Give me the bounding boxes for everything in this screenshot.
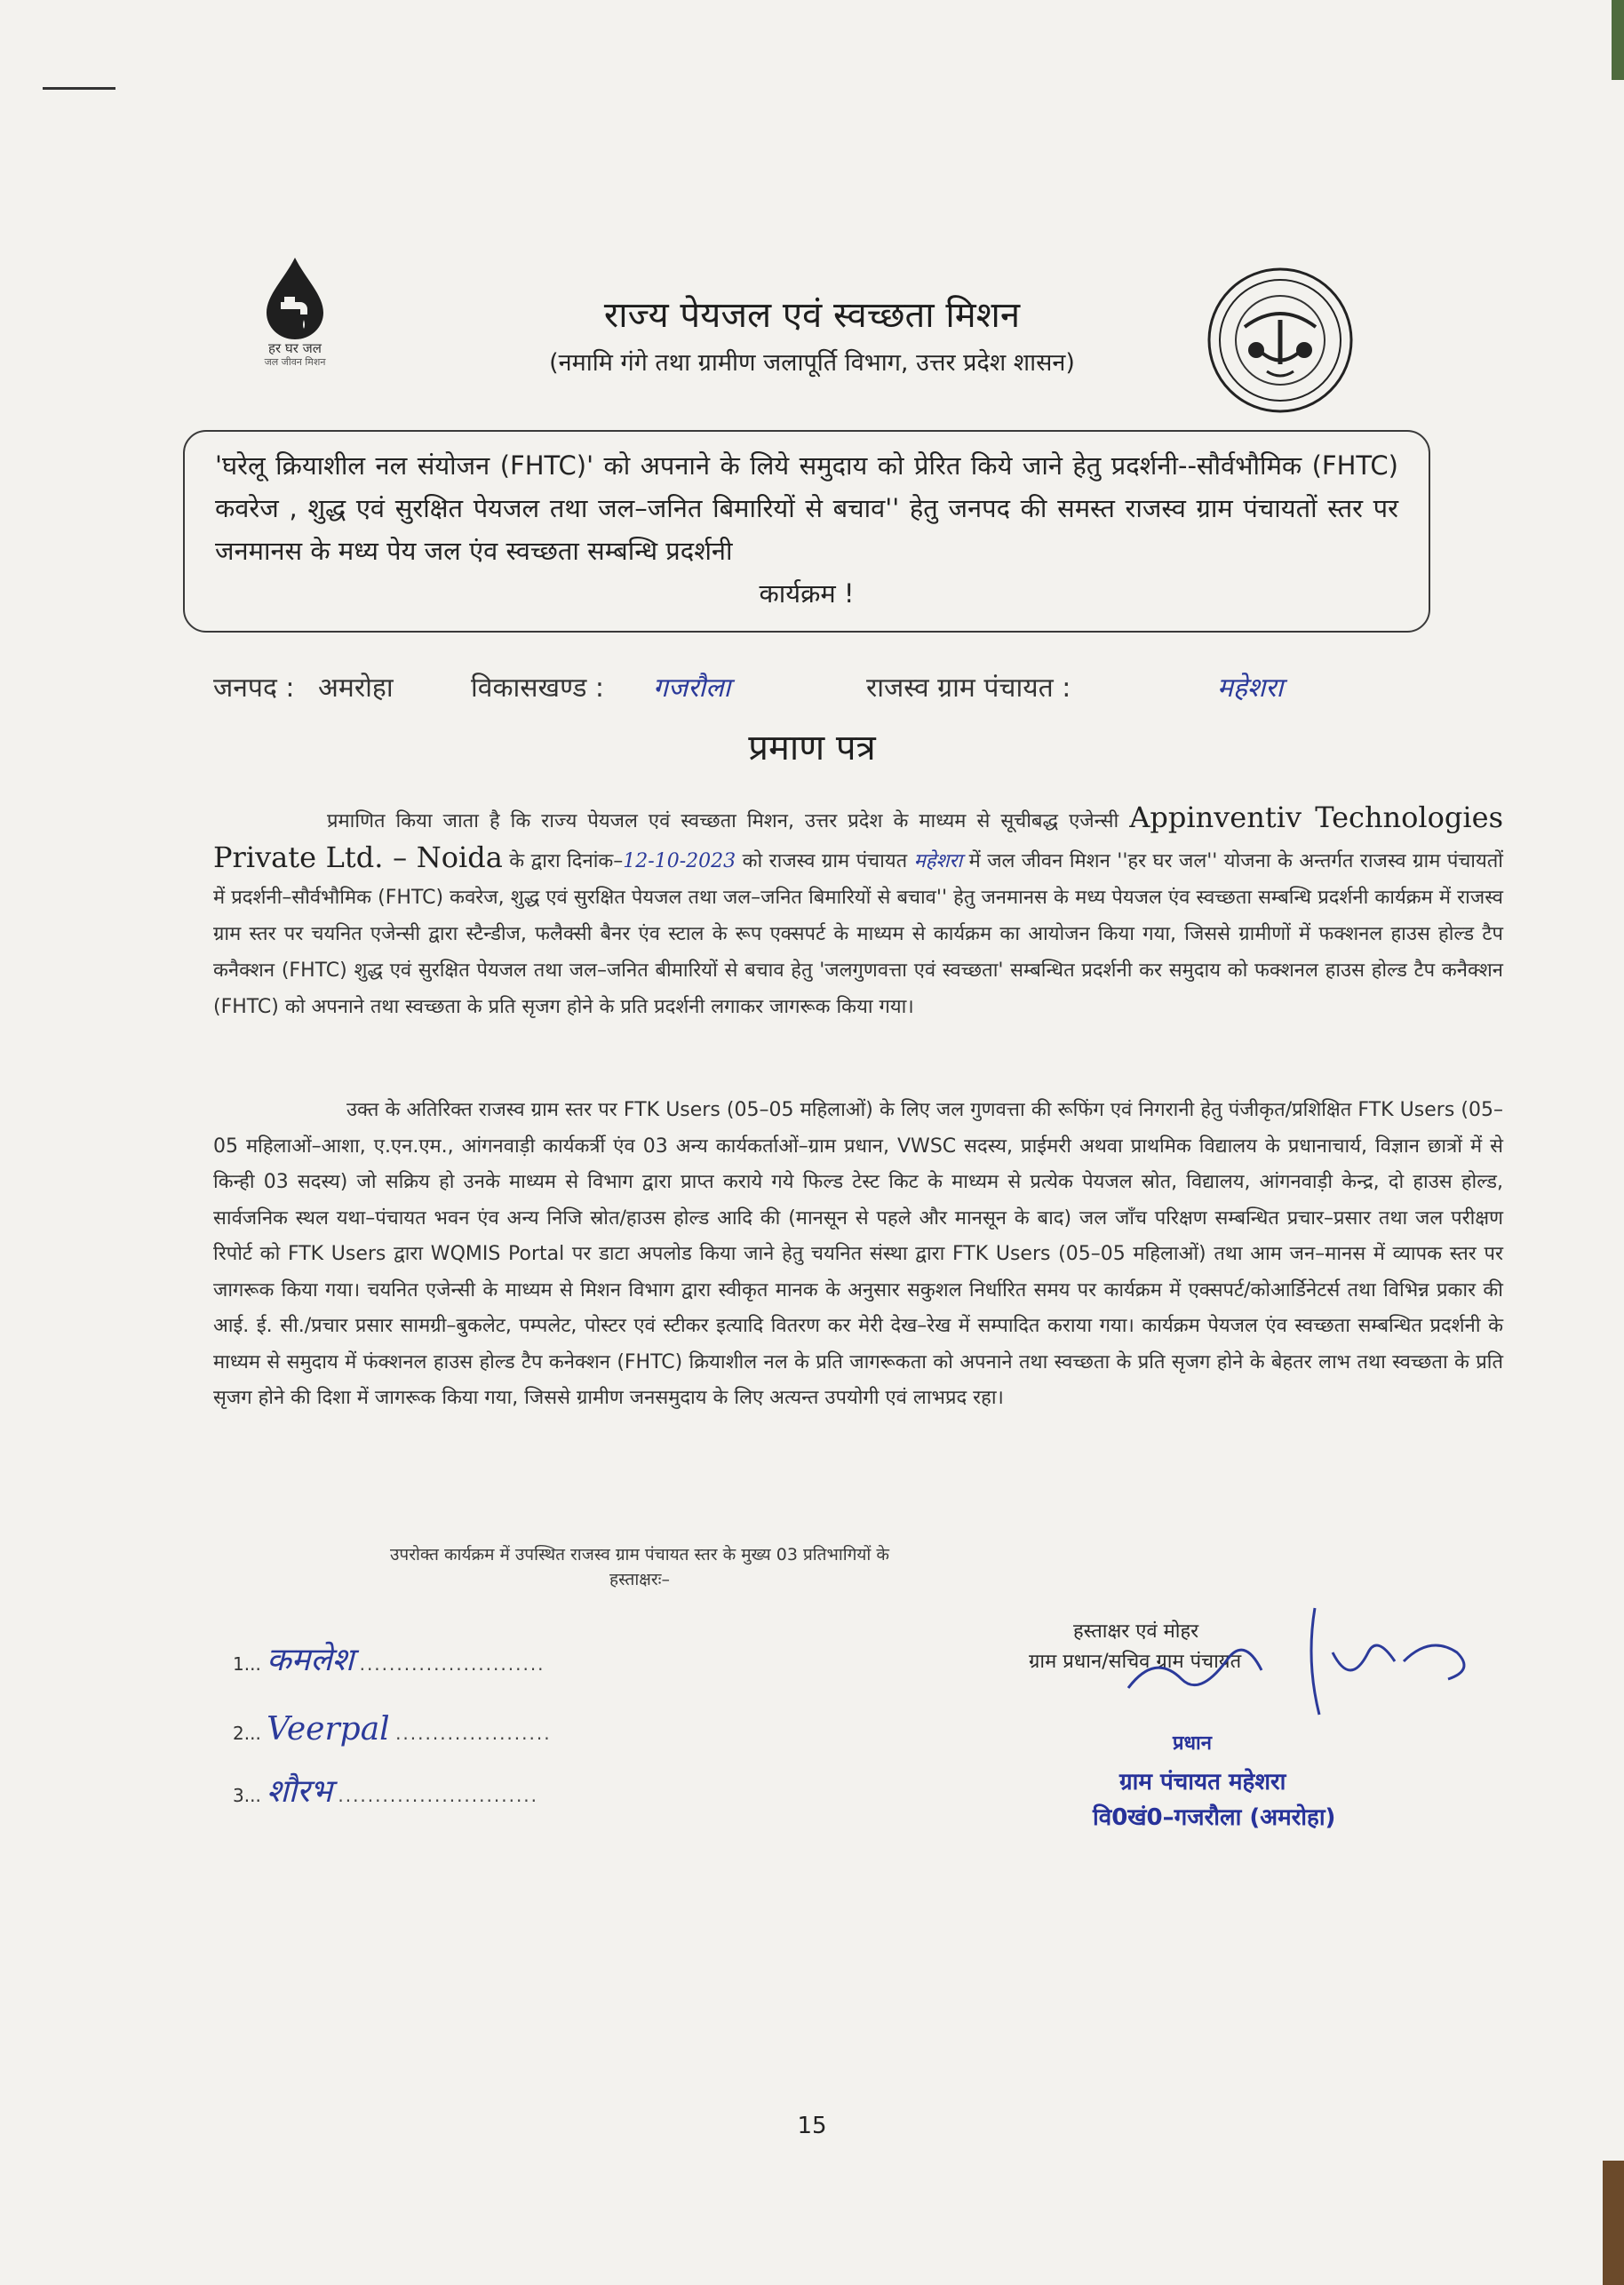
page-edge-brown — [1603, 2161, 1624, 2285]
signature-dots: ......................... — [359, 1653, 545, 1675]
para1-part4: में जल जीवन मिशन ''हर घर जल'' योजना के अन्तर्गत राजस्व ग्राम पंचायतों में प्रदर्शनी–सौर्वभौमिक (FHTC) कवरेज, शुद्ध एवं सुरक्षित पेयजल तथा जल–जनित बिमारियों से बचाव'' हेतु जनमानस के मध्य पेयजल एंव स्वच्छता सम्बन्धि प्रदर्शनी कार्यक्रम में राजस्व ग्राम स्तर पर चयनित एजेन्सी द्वारा स्टैन्डीज, फलैक्सी बैनर एंव स्टाल के रूप एक्सपर्ट के माध्यम से कार्यक्रम का आयोजन किया गया, जिससे ग्रामीणों में फक्शनल हाउस होल्ड टैप कनैक्शन (FHTC) शुद्ध एवं सुरक्षित पेयजल तथा जल–जनित बीमारियों से बचाव हेतु 'जलगुणवत्ता एवं स्वच्छता' सम्बन्धित प्रदर्शनी कर समुदाय को फक्शनल हाउस होल्ड टैप कनैक्शन (FHTC) को अपनाने तथा स्वच्छता के प्रति सृजग होने के प्रति प्रदर्शनी लगाकर जागरूक किया गया। — [213, 850, 1503, 1018]
logo-subcaption: जल जीवन मिशन — [264, 356, 326, 368]
panchayat-value: महेशरा — [1217, 673, 1284, 704]
signatures-heading-line2: हस्ताक्षरः– — [609, 1570, 670, 1589]
signatures-heading — [240, 1542, 1039, 1592]
logo-caption: हर घर जल — [268, 340, 322, 356]
stamp-line-5: वि0खं0–गजरौला (अमरोहा) — [1093, 1804, 1336, 1831]
stamp-line-3: प्रधान — [1173, 1732, 1212, 1755]
signature-number-1: 1... — [233, 1653, 261, 1675]
location-fields — [213, 668, 1421, 713]
district-label: जनपद : — [213, 673, 295, 704]
signature-number-3: 3... — [233, 1785, 261, 1806]
stamp-line-1: हस्ताक्षर एवं मोहर — [1073, 1620, 1199, 1643]
block-value: गजरौला — [653, 673, 731, 704]
page-edge-green — [1612, 0, 1624, 80]
banner-text: 'घरेलू क्रियाशील नल संयोजन (FHTC)' को अपनाने के लिये समुदाय को प्रेरित किये जाने हेतु प्रदर्शनी--सौर्वभौमिक (FHTC) कवरेज , शुद्ध एवं सुरक्षित पेयजल तथा जल–जनित बिमारियों से बचाव'' हेतु जनपद की समस्त राजस्व ग्राम पंचायतों स्तर पर जनमानस के मध्य पेय जल एंव स्वच्छता सम्बन्धि प्रदर्शनी — [215, 450, 1398, 566]
certificate-paragraph-2 — [213, 1093, 1503, 1417]
pradhan-stamp-block — [1004, 1617, 1501, 1848]
program-date: 12-10-2023 — [623, 850, 736, 872]
stamp-line-2: ग्राम प्रधान/सचिव ग्राम पंचायत — [1029, 1651, 1242, 1673]
village-name: महेशरा — [913, 850, 963, 872]
page-margin-mark — [43, 87, 115, 90]
pradhan-signature — [1093, 1590, 1501, 1732]
signature-line-3 — [233, 1768, 538, 1811]
program-banner — [183, 430, 1430, 633]
certificate-title: प्रमाण पत्र — [748, 728, 876, 768]
signature-dots: ..................... — [395, 1723, 552, 1744]
signature-line-2 — [233, 1711, 552, 1748]
up-government-emblem — [1205, 265, 1356, 416]
banner-last-line: कार्यक्रम ! — [759, 578, 855, 609]
signature-2: Veerpal — [267, 1711, 390, 1748]
signatures-heading-line1: उपरोक्त कार्यक्रम में उपस्थित राजस्व ग्राम पंचायत स्तर के मुख्य 03 प्रतिभागियों के — [390, 1545, 889, 1564]
para1-part1: प्रमाणित किया जाता है कि राज्य पेयजल एवं स्वच्छता मिशन, उत्तर प्रदेश के माध्यम से सूचीबद्ध एजेन्सी — [327, 810, 1119, 832]
signature-number-2: 2... — [233, 1723, 261, 1744]
agency-name: Appinventiv Technologies Private Ltd. – Noida — [213, 800, 1504, 874]
panchayat-label: राजस्व ग्राम पंचायत : — [866, 673, 1071, 704]
mission-subtitle: (नमामि गंगे तथा ग्रामीण जलापूर्ति विभाग, उत्तर प्रदेश शासन) — [549, 349, 1075, 377]
block-label: विकासखण्ड : — [471, 673, 605, 704]
signature-line-1 — [233, 1636, 545, 1680]
para1-part3: को राजस्व ग्राम पंचायत — [742, 850, 908, 872]
signature-1: कमलेश — [267, 1642, 354, 1678]
stamp-line-4: ग्राम पंचायत महेशरा — [1119, 1769, 1286, 1795]
certificate-paragraph-1 — [213, 800, 1503, 1025]
para2-text: उक्त के अतिरिक्त राजस्व ग्राम स्तर पर FTK Users (05–05 महिलाओं) के लिए जल गुणवत्ता की रूफिंग एवं निगरानी हेतु पंजीकृत/प्रशिक्षित FTK Users (05–05 महिलाओं–आशा, ए.एन.एम., आंगनवाड़ी कार्यकर्त्री एंव 03 अन्य कार्यकर्ताओं–ग्राम प्रधान, VWSC सदस्य, प्राईमरी अथवा प्राथमिक विद्यालय के प्रधानाचार्य, विज्ञान छात्रों में से किन्ही 03 सदस्य) जो सक्रिय हो उनके माध्यम से विभाग द्वारा प्राप्त कराये गये फिल्ड टेस्ट किट के माध्यम से प्रत्येक पेयजल स्रोत, विद्यालय, आंगनवाड़ी केन्द्र, दो हाउस होल्ड, सार्वजनिक स्थल यथा–पंचायत भवन एंव अन्य निजि स्रोत/हाउस होल्ड आदि की (मानसून से पहले और मानसून के बाद) जल जाँच परिक्षण सम्बन्धित प्रचार–प्रसार तथा जल परीक्षण रिपोर्ट को FTK Users द्वारा WQMIS Portal पर डाटा अपलोड किया जाने हेतु चयनित संस्था द्वारा FTK Users (05–05 महिलाओं) तथा आम जन–मानस में व्यापक स्तर पर जागरूक किया गया। चयनित एजेन्सी के माध्यम से मिशन विभाग द्वारा स्वीकृत मानक के अनुसार सकुशल निर्धारित समय पर कार्यक्रम में एक्सपर्ट/कोआर्डिनेटर्स तथा विभिन्न प्रकार की आई. ई. सी./प्रचार प्रसार सामग्री–बुकलेट, पम्पलेट, पोस्टर एवं स्टीकर इत्यादि वितरण कर मेरी देख–रेख में सम्पादित कराया गया। कार्यक्रम पेयजल एंव स्वच्छता सम्बन्धित प्रदर्शनी के माध्यम से समुदाय में फंक्शनल हाउस होल्ड टैप कनेक्शन (FHTC) क्रियाशील नल के प्रति जागरूकता को अपनाने तथा स्वच्छता के प्रति सृजग होने के बेहतर लाभ तथा स्वच्छता के प्रति सृजग होने की दिशा में जागरूक किया गया, जिससे ग्रामीण जनसमुदाय के लिए अत्यन्त उपयोगी एवं लाभप्रद रहा। — [213, 1099, 1504, 1409]
signature-3: शौरभ — [267, 1773, 332, 1810]
mission-title: राज्य पेयजल एवं स्वच्छता मिशन — [603, 295, 1021, 336]
signature-dots: ........................... — [338, 1785, 539, 1806]
page-number: 15 — [797, 2113, 827, 2139]
district-value: अमरोहा — [318, 673, 394, 704]
para1-part2: के द्वारा दिनांक– — [509, 850, 624, 872]
